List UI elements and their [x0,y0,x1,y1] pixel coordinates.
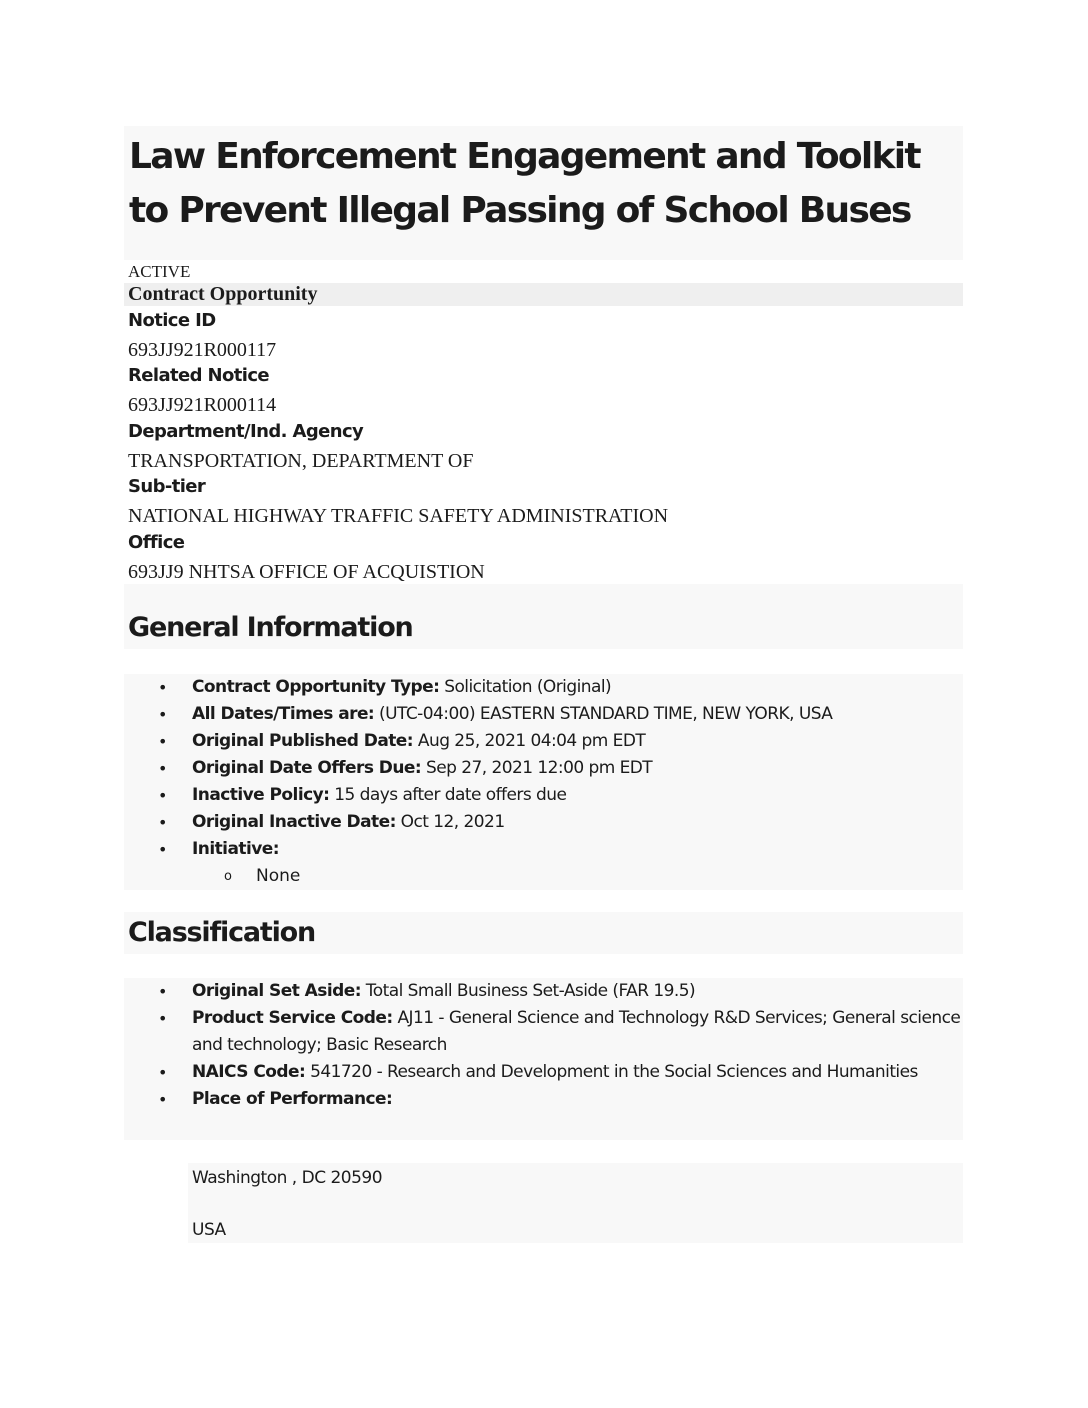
list-item [124,782,963,809]
office-value: 693JJ9 NHTSA OFFICE OF ACQUISTION [128,561,485,583]
status-label: ACTIVE [128,262,191,281]
place-country: USA [192,1220,226,1240]
item-label: All Dates/Times are: [192,704,375,724]
sub-tier-value: NATIONAL HIGHWAY TRAFFIC SAFETY ADMINISTRATION [128,505,669,527]
item-label: Original Inactive Date: [192,812,396,832]
item-value: Aug 25, 2021 04:04 pm EDT [413,731,646,751]
place-of-performance-block [188,1163,963,1243]
department-value: TRANSPORTATION, DEPARTMENT OF [128,450,474,472]
list-item [124,978,963,1005]
general-information-heading: General Information [128,612,413,643]
list-item [124,674,963,701]
item-label: Original Published Date: [192,731,414,751]
item-label: Original Set Aside: [192,981,361,1001]
list-item [124,1059,963,1086]
item-label: Contract Opportunity Type: [192,677,440,697]
list-item [124,701,963,728]
item-value: Oct 12, 2021 [395,812,505,832]
item-label: Product Service Code: [192,1008,393,1028]
related-notice-value: 693JJ921R000114 [128,394,277,416]
sub-tier-label: Sub-tier [128,476,206,497]
item-label: Inactive Policy: [192,785,330,805]
list-item [124,809,963,836]
circle-bullet-icon: o [224,869,232,884]
general-information-list [124,674,963,890]
title-block [124,126,963,260]
item-label: Initiative: [192,839,279,859]
item-value: Sep 27, 2021 12:00 pm EDT [421,758,653,778]
general-information-header [124,584,963,649]
list-item [124,755,963,782]
item-value: Total Small Business Set-Aside (FAR 19.5) [360,981,696,1001]
related-notice-label: Related Notice [128,365,270,386]
notice-id-label: Notice ID [128,310,216,331]
department-label: Department/Ind. Agency [128,421,364,442]
notice-id-value: 693JJ921R000117 [128,339,277,361]
list-item [124,1005,963,1059]
list-item [124,836,963,863]
list-item [124,1086,963,1113]
item-value: (UTC-04:00) EASTERN STANDARD TIME, NEW YORK, USA [374,704,833,724]
classification-header [124,912,963,954]
notice-type-bar [124,283,963,306]
place-city-line: Washington , DC 20590 [192,1168,383,1188]
list-item [124,728,963,755]
item-value: AJ11 - General Science and Technology R&D Services; General science and technology; Basic Research [192,1008,961,1055]
page-title: Law Enforcement Engagement and Toolkit to Prevent Illegal Passing of School Buses [129,136,920,231]
item-value: 541720 - Research and Development in the Social Sciences and Humanities [305,1062,918,1082]
item-label: Place of Performance: [192,1089,393,1109]
classification-heading: Classification [128,917,316,948]
initiative-sub-item [124,863,963,890]
item-label: NAICS Code: [192,1062,306,1082]
item-label: Original Date Offers Due: [192,758,422,778]
office-label: Office [128,532,185,553]
classification-list [124,978,963,1140]
item-value: Solicitation (Original) [439,677,612,697]
notice-type: Contract Opportunity [128,283,318,305]
initiative-value: None [256,866,301,886]
item-value: 15 days after date offers due [329,785,567,805]
